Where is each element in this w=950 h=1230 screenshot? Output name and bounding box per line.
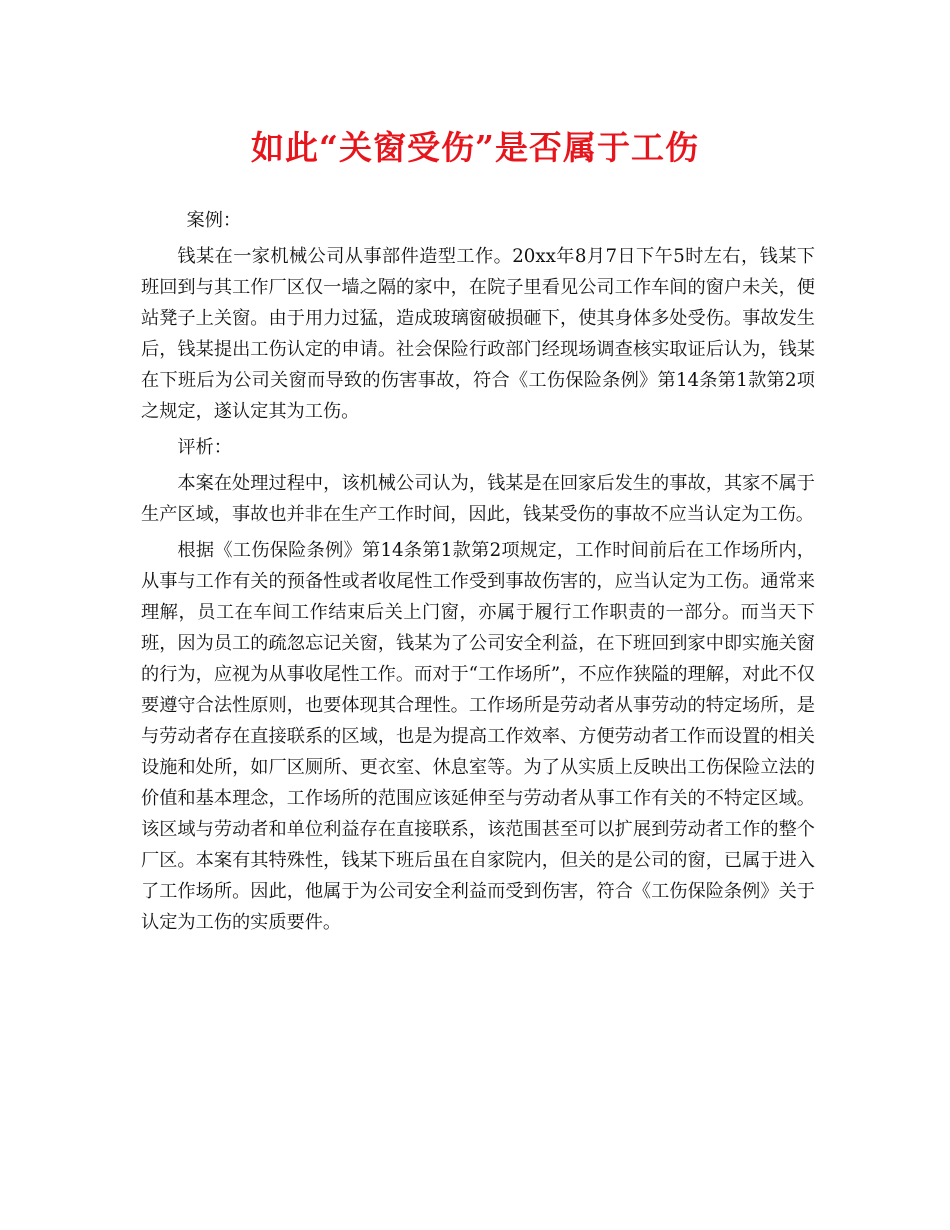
section-label-analysis: 评析： bbox=[177, 437, 232, 458]
document-title: 如此“关窗受伤”是否属于工伤 bbox=[251, 128, 699, 167]
paragraph-legal-analysis: 根据《工伤保险条例》第14条第1款第2项规定，工作时间前后在工作场所内，从事与工作有关的预备性或者收尾性工作受到事故伤害的，应当认定为工伤。通常来理解，员工在车间工作结束后关上门窗，亦属于履行工作职责的一部分。而当天下班，因为员工的疏忽忘记关窗，钱某为了公司安全利益，在下班回到家中即实施关窗的行为，应视为从事收尾性工作。而对于“工作场所”，不应作狭隘的理解，对此不仅要遵守合法性原则，也要体现其合理性。工作场所是劳动者从事劳动的特定场所，是与劳动者存在直接联系的区域，也是为提高工作效率、方便劳动者工作而设置的相关设施和处所，如厂区厕所、更衣室、休息室等。为了从实质上反映出工伤保险立法的价值和基本理念，工作场所的范围应该延伸至与劳动者从事工作有关的不特定区域。该区域与劳动者和单位利益存在直接联系，该范围甚至可以扩展到劳动者工作的整个厂区。本案有其特殊性，钱某下班后虽在自家院内，但关的是公司的窗，已属于进入了工作场所。因此，他属于为公司安全利益而受到伤害，符合《工伤保险条例》关于认定为工伤的实质要件。 bbox=[141, 540, 815, 933]
paragraph-case: 钱某在一家机械公司从事部件造型工作。20xx年8月7日下午5时左右，钱某下班回到与其工作厂区仅一墙之隔的家中，在院子里看见公司工作车间的窗户未关，便站凳子上关窗。由于用力过猛，造成玻璃窗破损砸下，使其身体多处受伤。事故发生后，钱某提出工伤认定的申请。社会保险行政部门经现场调查核实取证后认为，钱某在下班后为公司关窗而导致的伤害事故，符合《工伤保险条例》第14条第1款第2项之规定，遂认定其为工伤。 bbox=[141, 246, 815, 422]
paragraph-company-view: 本案在处理过程中，该机械公司认为，钱某是在回家后发生的事故，其家不属于生产区域，事故也并非在生产工作时间，因此，钱某受伤的事故不应当认定为工伤。 bbox=[141, 473, 815, 525]
document-body bbox=[141, 205, 815, 943]
section-label-case: 案例： bbox=[186, 210, 242, 231]
